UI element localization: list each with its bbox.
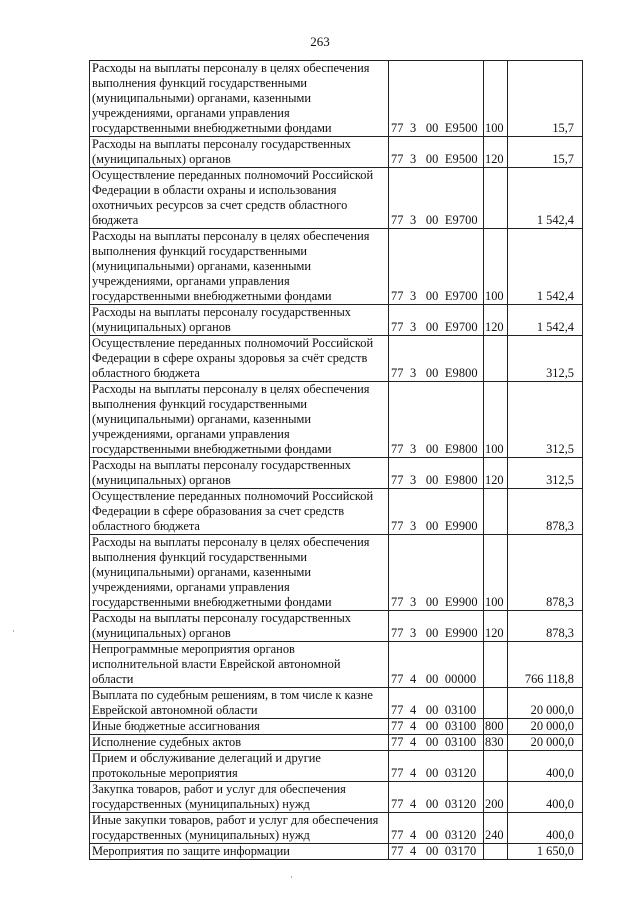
row-description: Осуществление переданных полномочий Российской Федерации в сфере образования за счет средств областного бюджета — [90, 489, 389, 535]
row-description: Расходы на выплаты персоналу в целях обеспечения выполнения функций государственными (муниципальными) органами, казенными учреждениями, органами управления государственными внебюджетными фондами — [90, 61, 389, 137]
scan-mark: · — [290, 872, 293, 882]
row-amount: 766 118,8 — [508, 642, 583, 688]
row-target-code: 77 3 00 Е9800 — [389, 336, 484, 382]
row-target-code: 77 4 00 03120 — [389, 813, 484, 844]
row-target-code: 77 3 00 Е9900 — [389, 611, 484, 642]
row-description: Осуществление переданных полномочий Российской Федерации в сфере охраны здоровья за счёт средств областного бюджета — [90, 336, 389, 382]
row-expense-type: 200 — [484, 782, 508, 813]
row-amount: 1 650,0 — [508, 844, 583, 860]
row-amount: 15,7 — [508, 61, 583, 137]
row-amount: 878,3 — [508, 489, 583, 535]
row-expense-type — [484, 688, 508, 719]
row-expense-type — [484, 642, 508, 688]
row-description: Расходы на выплаты персоналу государственных (муниципальных) органов — [90, 305, 389, 336]
row-description: Непрограммные мероприятия органов исполнительной власти Еврейской автономной области — [90, 642, 389, 688]
row-amount: 1 542,4 — [508, 168, 583, 229]
row-target-code: 77 3 00 Е9700 — [389, 305, 484, 336]
table-row — [90, 813, 583, 844]
page-number: 263 — [310, 34, 330, 49]
row-expense-type: 800 — [484, 719, 508, 735]
row-amount: 312,5 — [508, 458, 583, 489]
row-description: Исполнение судебных актов — [90, 735, 389, 751]
row-expense-type — [484, 168, 508, 229]
row-target-code: 77 3 00 Е9900 — [389, 489, 484, 535]
row-description: Выплата по судебным решениям, в том числе к казне Еврейской автономной области — [90, 688, 389, 719]
row-target-code: 77 4 00 03100 — [389, 688, 484, 719]
row-target-code: 77 3 00 Е9500 — [389, 137, 484, 168]
table-row — [90, 535, 583, 611]
table-row — [90, 137, 583, 168]
row-description: Расходы на выплаты персоналу в целях обеспечения выполнения функций государственными (муниципальными) органами, казенными учреждениями, органами управления государственными внебюджетными фондами — [90, 229, 389, 305]
row-description: Расходы на выплаты персоналу в целях обеспечения выполнения функций государственными (муниципальными) органами, казенными учреждениями, органами управления государственными внебюджетными фондами — [90, 535, 389, 611]
row-target-code: 77 4 00 03170 — [389, 844, 484, 860]
row-expense-type — [484, 844, 508, 860]
row-expense-type — [484, 751, 508, 782]
row-amount: 15,7 — [508, 137, 583, 168]
row-expense-type: 100 — [484, 382, 508, 458]
table-row — [90, 735, 583, 751]
scan-mark: · — [12, 626, 15, 636]
table-row — [90, 458, 583, 489]
row-target-code: 77 4 00 00000 — [389, 642, 484, 688]
table-row — [90, 642, 583, 688]
row-description: Прием и обслуживание делегаций и другие протокольные мероприятия — [90, 751, 389, 782]
row-description: Мероприятия по защите информации — [90, 844, 389, 860]
row-amount: 400,0 — [508, 782, 583, 813]
row-amount: 312,5 — [508, 336, 583, 382]
row-target-code: 77 3 00 Е9800 — [389, 458, 484, 489]
row-expense-type: 120 — [484, 458, 508, 489]
table-row — [90, 844, 583, 860]
row-expense-type — [484, 336, 508, 382]
row-expense-type: 120 — [484, 137, 508, 168]
row-target-code: 77 3 00 Е9700 — [389, 229, 484, 305]
row-target-code: 77 3 00 Е9500 — [389, 61, 484, 137]
row-target-code: 77 4 00 03120 — [389, 782, 484, 813]
table-row — [90, 305, 583, 336]
table-row — [90, 611, 583, 642]
row-expense-type: 120 — [484, 611, 508, 642]
row-description: Иные закупки товаров, работ и услуг для обеспечения государственных (муниципальных) нужд — [90, 813, 389, 844]
row-target-code: 77 3 00 Е9700 — [389, 168, 484, 229]
row-expense-type: 100 — [484, 535, 508, 611]
row-expense-type: 830 — [484, 735, 508, 751]
row-description: Иные бюджетные ассигнования — [90, 719, 389, 735]
row-target-code: 77 3 00 Е9800 — [389, 382, 484, 458]
row-amount: 878,3 — [508, 535, 583, 611]
row-description: Закупка товаров, работ и услуг для обеспечения государственных (муниципальных) нужд — [90, 782, 389, 813]
row-amount: 20 000,0 — [508, 688, 583, 719]
table-row — [90, 719, 583, 735]
table-row — [90, 489, 583, 535]
table-row — [90, 688, 583, 719]
row-expense-type: 120 — [484, 305, 508, 336]
row-target-code: 77 4 00 03100 — [389, 719, 484, 735]
row-expense-type: 100 — [484, 229, 508, 305]
budget-table — [89, 60, 583, 860]
table-row — [90, 61, 583, 137]
row-amount: 400,0 — [508, 813, 583, 844]
table-row — [90, 751, 583, 782]
row-description: Осуществление переданных полномочий Российской Федерации в области охраны и использования охотничьих ресурсов за счет средств областного бюджета — [90, 168, 389, 229]
row-amount: 312,5 — [508, 382, 583, 458]
row-amount: 20 000,0 — [508, 735, 583, 751]
table-row — [90, 782, 583, 813]
row-amount: 20 000,0 — [508, 719, 583, 735]
row-expense-type: 240 — [484, 813, 508, 844]
row-description: Расходы на выплаты персоналу государственных (муниципальных) органов — [90, 458, 389, 489]
row-amount: 400,0 — [508, 751, 583, 782]
row-target-code: 77 3 00 Е9900 — [389, 535, 484, 611]
table-row — [90, 382, 583, 458]
table-row — [90, 229, 583, 305]
row-expense-type: 100 — [484, 61, 508, 137]
row-amount: 1 542,4 — [508, 229, 583, 305]
row-amount: 1 542,4 — [508, 305, 583, 336]
row-expense-type — [484, 489, 508, 535]
budget-table-body — [90, 61, 583, 860]
row-target-code: 77 4 00 03120 — [389, 751, 484, 782]
table-row — [90, 336, 583, 382]
row-description: Расходы на выплаты персоналу в целях обеспечения выполнения функций государственными (муниципальными) органами, казенными учреждениями, органами управления государственными внебюджетными фондами — [90, 382, 389, 458]
row-amount: 878,3 — [508, 611, 583, 642]
table-row — [90, 168, 583, 229]
row-description: Расходы на выплаты персоналу государственных (муниципальных) органов — [90, 137, 389, 168]
row-description: Расходы на выплаты персоналу государственных (муниципальных) органов — [90, 611, 389, 642]
row-target-code: 77 4 00 03100 — [389, 735, 484, 751]
